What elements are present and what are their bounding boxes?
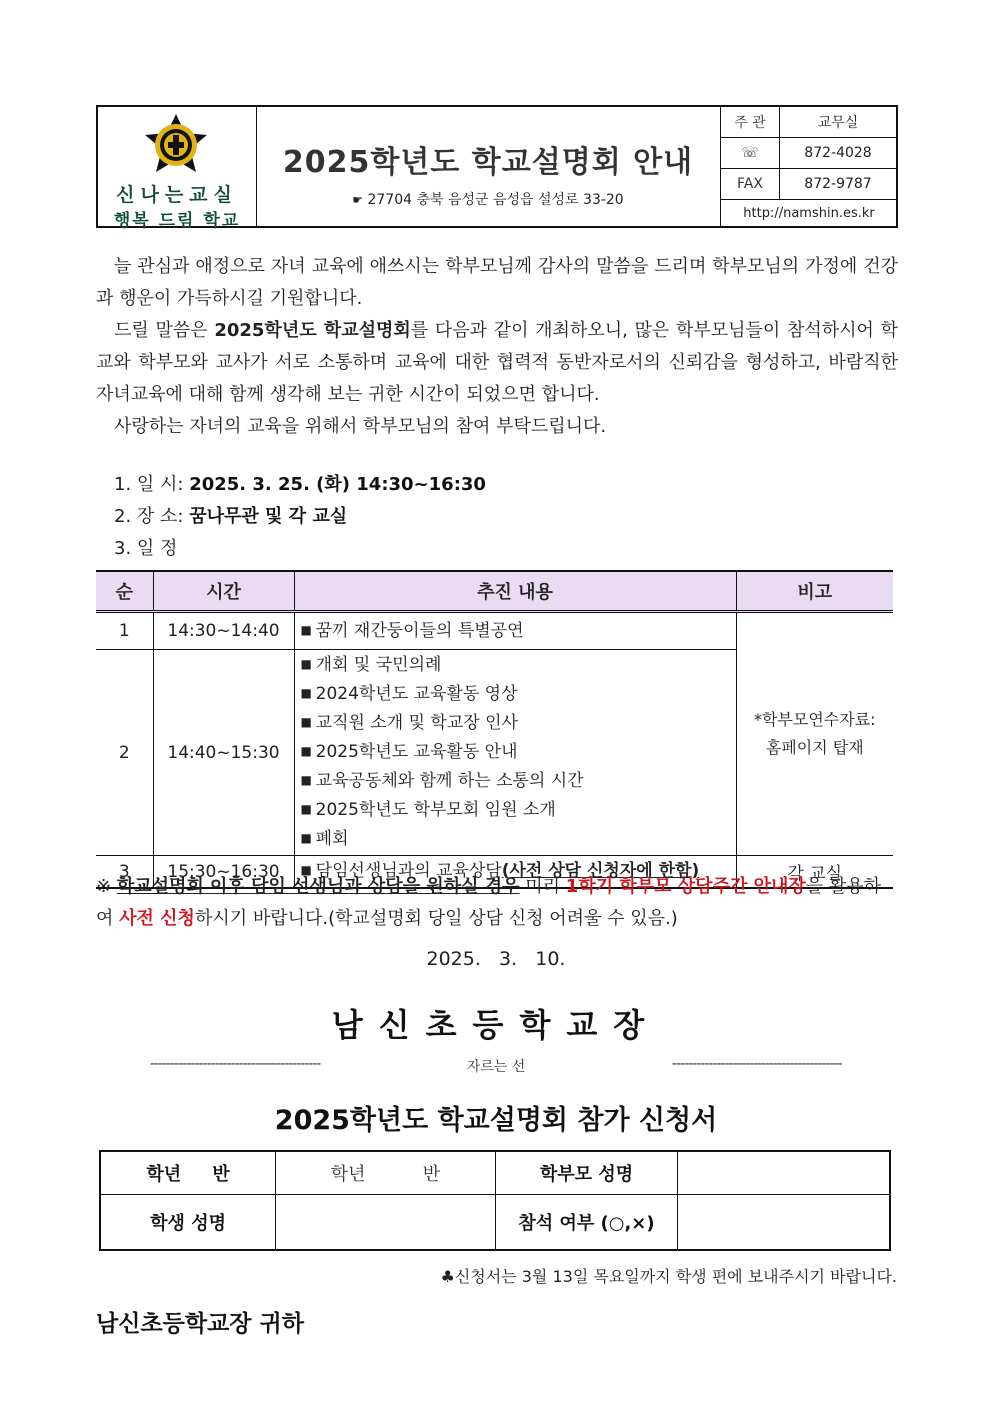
principal-name: 남신초등학교장 [331, 1006, 661, 1044]
fax-label: FAX [721, 169, 780, 199]
issue-date: 2025. 3. 10. [426, 948, 566, 970]
document-title: 2025학년도 학교설명회 안내 [282, 145, 694, 180]
item-schedule [114, 534, 177, 560]
list-item: ■ 개회 및 국민의례 [301, 651, 735, 680]
row-time: 14:40~15:30 [153, 650, 294, 856]
col-header-no: 순 [96, 571, 153, 612]
paragraph-greeting: 늘 관심과 애정으로 자녀 교육에 애쓰시는 학부모님께 감사의 말씀을 드리며 학부모님의 가정에 건강과 행운이 가득하시길 기원합니다. [96, 256, 898, 309]
notice-mark: ※ [96, 876, 117, 897]
info-row-fax [721, 169, 897, 200]
notice-text-3: 하시기 바랍니다.(학교설명회 당일 상담 신청 어려울 수 있음.) [194, 908, 678, 929]
intro-text [96, 251, 898, 443]
fax-value: 872-9787 [804, 176, 872, 192]
info-row-homepage [721, 200, 897, 226]
schedule-table [96, 570, 893, 889]
item-location [114, 502, 347, 528]
cut-line [150, 1056, 842, 1076]
row-time: 15:30~16:30 [153, 856, 294, 889]
notice-text-2: 을 활용하여 [96, 876, 882, 929]
cut-line-label: 자르는 선 [466, 1059, 526, 1075]
list-item: ■ 꿈끼 재간둥이들의 특별공연 [301, 617, 735, 646]
col-header-note: 비고 [736, 571, 893, 612]
table-row [96, 612, 893, 650]
dept-label: 주 관 [721, 107, 780, 137]
parent-name-label: 학부모 성명 [495, 1151, 678, 1194]
consult-condition: (사전 상담 신청자에 한함) [501, 861, 700, 881]
location-value: 꿈나무관 및 각 교실 [189, 506, 348, 527]
row-note: 각 교실 [736, 856, 893, 889]
recipient: 남신초등학교장 귀하 [96, 1311, 304, 1337]
attendance-field[interactable] [678, 1194, 890, 1250]
invitation-pre: 드릴 말씀은 [114, 320, 215, 341]
event-name-bold: 2025학년도 학교설명회 [214, 320, 411, 341]
grade-class-label: 학년 반 [100, 1151, 276, 1194]
invitation-post: 를 다음과 같이 개최하오니, 많은 학부모님들이 참석하시어 학교와 학부모와 교사가 서로 소통하며 교육에 대한 협력적 동반자로서의 신뢰감을 형성하고, 바람직한 자녀교육에 대해 함께 생각해 보는 귀한 시간이 되었으면 합니다. [96, 320, 898, 405]
location-label: 2. 장 소: [114, 506, 190, 527]
row-content [294, 612, 736, 650]
phone-icon: ☏ [721, 138, 780, 168]
student-name-label: 학생 성명 [100, 1194, 276, 1250]
mail-icon: ☛ [352, 193, 364, 207]
notice-text-1: 미리 [519, 876, 566, 897]
schedule-header-row [96, 571, 893, 612]
dept-value: 교무실 [817, 115, 859, 131]
notice-red-2: 사전 신청 [119, 908, 195, 929]
datetime-label: 1. 일 시: [114, 474, 190, 495]
row-no: 2 [96, 650, 153, 856]
schedule-label: 3. 일 정 [114, 538, 178, 559]
application-title: 2025학년도 학교설명회 참가 신청서 [274, 1105, 718, 1136]
info-row-phone [721, 138, 897, 169]
title-cell [256, 107, 720, 226]
school-emblem-icon [138, 113, 214, 177]
list-item: ■ 2025학년도 학부모회 임원 소개 [301, 796, 735, 825]
grade-class-field[interactable]: 학년 반 [276, 1151, 496, 1194]
notice-underlined: 학교설명회 이후 담임 선생님과 상담을 원하실 경우 [116, 876, 520, 897]
list-item: ■ 교육공동체와 함께 하는 소통의 시간 [301, 767, 735, 796]
notice-red-1: 1학기 학부모 상담주간 안내장 [565, 876, 806, 897]
school-slogan-line1: 신나는교실 [116, 184, 238, 206]
paragraph-invitation [96, 315, 898, 411]
list-item: ■ 2025학년도 교육활동 안내 [301, 738, 735, 767]
student-name-field[interactable] [276, 1194, 496, 1250]
cut-line-dashes-left: ------------------------------------------ [150, 1056, 321, 1072]
merged-note-cell [736, 612, 893, 856]
row-no: 1 [96, 612, 153, 650]
form-row-1 [100, 1151, 890, 1194]
row-no: 3 [96, 856, 153, 889]
col-header-time: 시간 [153, 571, 294, 612]
row-content [294, 650, 736, 856]
parent-name-field[interactable] [678, 1151, 890, 1194]
address-text: 27704 충북 음성군 음성읍 설성로 33-20 [367, 192, 624, 208]
datetime-value: 2025. 3. 25. (화) 14:30~16:30 [189, 474, 486, 495]
consult-notice [96, 871, 898, 935]
item-datetime [114, 470, 486, 496]
phone-value: 872-4028 [804, 145, 872, 161]
merged-note-line2: 홈페이지 탑재 [765, 738, 864, 757]
merged-note-line1: *학부모연수자료: [753, 710, 876, 729]
paragraph-request: 사랑하는 자녀의 교육을 위해서 학부모님의 참여 부탁드립니다. [114, 416, 607, 437]
form-row-2 [100, 1194, 890, 1250]
row-time: 14:30~14:40 [153, 612, 294, 650]
header-box [96, 105, 898, 231]
contact-info [720, 107, 897, 226]
info-row-dept [721, 107, 897, 138]
col-header-content: 추진 내용 [294, 571, 736, 612]
application-form-table [99, 1150, 891, 1251]
list-item: ■ 교직원 소개 및 학교장 인사 [301, 709, 735, 738]
homepage-link[interactable]: http://namshin.es.kr [743, 205, 875, 221]
address [256, 189, 720, 209]
consult-text: 담임선생님과의 교육상담 [315, 861, 502, 881]
list-item: ■ 2024학년도 교육활동 영상 [301, 680, 735, 709]
logo-cell [98, 107, 257, 231]
cut-line-dashes-right: ------------------------------------------ [671, 1056, 842, 1072]
attendance-label: 참석 여부 (○,×) [495, 1194, 678, 1250]
list-item: ■ 폐회 [301, 825, 735, 854]
deadline-note: ♣신청서는 3월 13일 목요일까지 학생 편에 보내주시기 바랍니다. [440, 1267, 897, 1286]
school-slogan-line2: 행복 드림 학교 [113, 211, 241, 231]
